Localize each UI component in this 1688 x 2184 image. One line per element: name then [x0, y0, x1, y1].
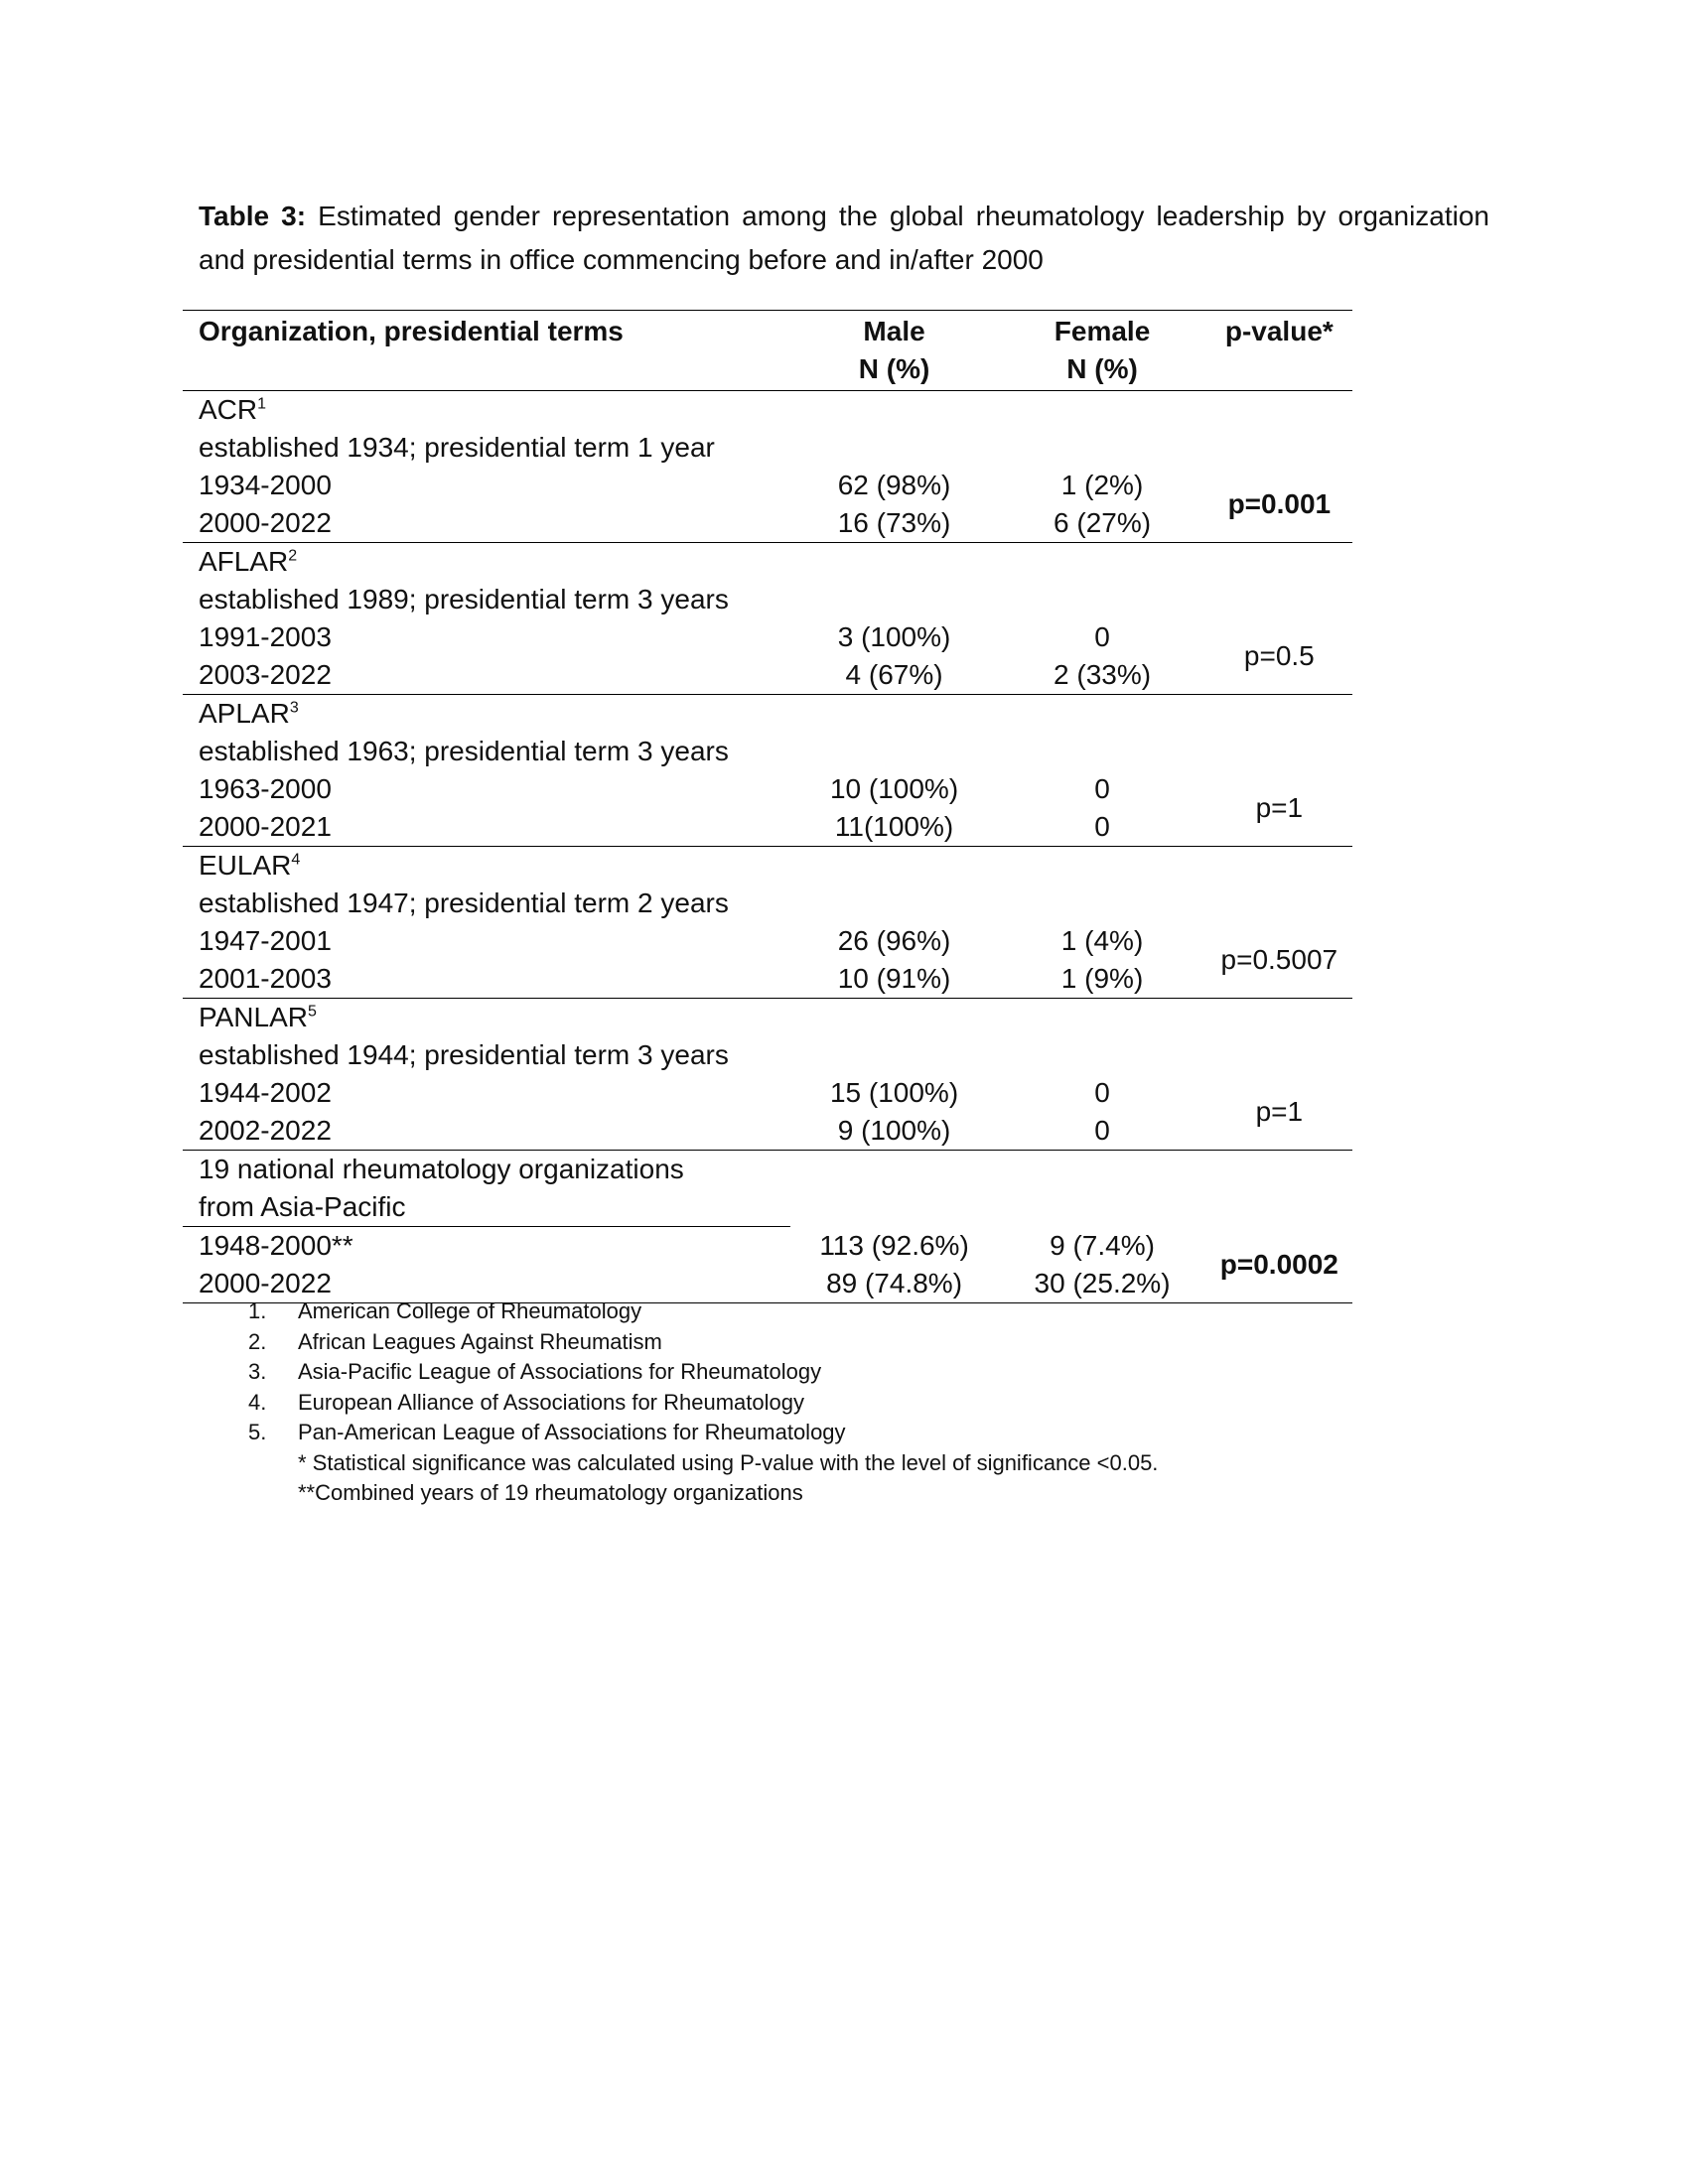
female-cell: 0 — [1094, 811, 1110, 842]
period-cell: 2000-2021 — [199, 811, 332, 842]
period-cell: 2003-2022 — [199, 659, 332, 690]
header-female-label: Female — [1054, 316, 1151, 346]
group-established: established 1989; presidential term 3 years — [199, 584, 729, 614]
group-title-row — [183, 1188, 1352, 1227]
female-cell: 6 (27%) — [1054, 507, 1152, 538]
pvalue-cell: p=1 — [1255, 792, 1304, 823]
org-name: PANLAR — [199, 1002, 308, 1032]
footnote-item — [248, 1418, 1158, 1448]
footnote-number: 2. — [248, 1328, 267, 1354]
period-cell: 2000-2022 — [199, 1268, 332, 1298]
table-caption — [199, 195, 1489, 282]
male-cell: 16 (73%) — [837, 507, 951, 538]
period-cell: 1934-2000 — [199, 470, 332, 500]
group-established-row — [183, 885, 1352, 922]
national-title-line1: 19 national rheumatology organizations — [199, 1154, 684, 1184]
period-cell: 2000-2022 — [199, 507, 332, 538]
male-cell: 89 (74.8%) — [826, 1268, 963, 1298]
group-title-row — [183, 847, 1352, 886]
female-cell: 0 — [1094, 1077, 1110, 1108]
female-cell: 0 — [1094, 621, 1110, 652]
male-cell: 3 (100%) — [837, 621, 951, 652]
table-row — [183, 618, 1352, 656]
org-name: APLAR — [199, 698, 290, 729]
significance-note: * Statistical significance was calculated using P-value with the level of significance <0.05. — [298, 1449, 1159, 1475]
national-title-line2: from Asia-Pacific — [183, 1188, 790, 1227]
group-title-row — [183, 543, 1352, 582]
group-title-row — [183, 391, 1352, 430]
org-footnote-ref: 3 — [289, 699, 299, 717]
male-cell: 4 (67%) — [845, 659, 943, 690]
caption-text: Estimated gender representation among the global rheumatology leadership by organization and presidential terms in office commencing before and in/after 2000 — [199, 201, 1490, 275]
female-cell: 1 (2%) — [1060, 470, 1144, 500]
footnote-number: 1. — [248, 1298, 267, 1323]
header-male-label: Male — [863, 316, 925, 346]
table-row — [183, 1112, 1352, 1151]
group-established-row — [183, 1036, 1352, 1074]
footnote-text: African Leagues Against Rheumatism — [298, 1328, 662, 1354]
footnote-text: American College of Rheumatology — [298, 1298, 642, 1323]
female-cell: 30 (25.2%) — [1034, 1268, 1171, 1298]
footnote-text: European Alliance of Associations for Rheumatology — [298, 1389, 804, 1415]
org-footnote-ref: 4 — [291, 851, 301, 869]
group-name — [183, 543, 790, 582]
header-male-unit: N (%) — [858, 353, 930, 384]
group-established: established 1944; presidential term 3 years — [199, 1039, 729, 1070]
table-row — [183, 1227, 1352, 1266]
period-cell: 1947-2001 — [199, 925, 332, 956]
female-cell: 0 — [1094, 1115, 1110, 1146]
footnote-number: 3. — [248, 1359, 267, 1384]
group-name — [183, 847, 790, 886]
org-name: AFLAR — [199, 546, 289, 577]
table-row — [183, 504, 1352, 543]
group-established-row — [183, 733, 1352, 770]
period-cell: 1991-2003 — [199, 621, 332, 652]
group-name — [183, 999, 790, 1037]
table-footnotes — [248, 1297, 1158, 1509]
footnote-number: 4. — [248, 1389, 267, 1415]
period-cell: 1944-2002 — [199, 1077, 332, 1108]
group-established: established 1963; presidential term 3 years — [199, 736, 729, 766]
org-name: EULAR — [199, 850, 292, 881]
pvalue-cell: p=0.5 — [1243, 640, 1315, 671]
pvalue-cell: p=0.001 — [1227, 488, 1332, 519]
org-footnote-ref: 5 — [307, 1003, 317, 1021]
gender-representation-table — [183, 310, 1352, 1303]
period-cell: 1948-2000** — [199, 1230, 353, 1261]
male-cell: 62 (98%) — [837, 470, 951, 500]
pvalue-cell: p=0.5007 — [1220, 944, 1338, 975]
table-row — [183, 960, 1352, 999]
male-cell: 26 (96%) — [837, 925, 951, 956]
female-cell: 2 (33%) — [1054, 659, 1152, 690]
pvalue-cell: p=1 — [1255, 1096, 1304, 1127]
group-established: established 1947; presidential term 2 years — [199, 887, 729, 918]
group-title-row — [183, 999, 1352, 1037]
table-row — [183, 922, 1352, 960]
table-row — [183, 770, 1352, 808]
org-footnote-ref: 2 — [288, 547, 298, 565]
table-row — [183, 467, 1352, 504]
male-cell: 9 (100%) — [837, 1115, 951, 1146]
table-row — [183, 808, 1352, 847]
header-male — [790, 311, 999, 391]
table-row — [183, 1074, 1352, 1112]
caption-label: Table 3: — [199, 201, 307, 231]
header-female-unit: N (%) — [1066, 353, 1138, 384]
org-name: ACR — [199, 394, 258, 425]
pvalue-cell: p=0.0002 — [1219, 1248, 1338, 1280]
footnote-item — [248, 1327, 1158, 1358]
male-cell: 10 (91%) — [837, 963, 951, 994]
header-organization: Organization, presidential terms — [199, 316, 624, 346]
group-name — [183, 391, 790, 430]
footnote-item — [248, 1357, 1158, 1388]
group-title-row — [183, 695, 1352, 734]
period-cell: 2001-2003 — [199, 963, 332, 994]
female-cell: 9 (7.4%) — [1050, 1229, 1155, 1261]
org-footnote-ref: 1 — [257, 395, 267, 413]
combined-years-note: **Combined years of 19 rheumatology organizations — [298, 1480, 803, 1505]
header-female — [998, 311, 1205, 391]
footnote-number: 5. — [248, 1420, 267, 1444]
table-body — [183, 391, 1352, 1303]
table-header-row — [183, 311, 1352, 391]
female-cell: 1 (4%) — [1060, 925, 1144, 956]
group-established-row — [183, 581, 1352, 618]
footnote-item — [248, 1297, 1158, 1327]
period-cell: 2002-2022 — [199, 1115, 332, 1146]
header-pvalue: p-value* — [1224, 316, 1334, 346]
group-established: established 1934; presidential term 1 year — [199, 432, 715, 463]
group-established-row — [183, 429, 1352, 467]
table-row — [183, 656, 1352, 695]
footnote-text: Pan-American League of Associations for Rheumatology — [298, 1420, 846, 1444]
male-cell: 15 (100%) — [829, 1077, 959, 1108]
male-cell: 113 (92.6%) — [819, 1229, 969, 1261]
male-cell: 10 (100%) — [829, 773, 959, 804]
group-name — [183, 695, 790, 734]
male-cell: 11(100%) — [834, 811, 954, 842]
female-cell: 1 (9%) — [1060, 963, 1144, 994]
female-cell: 0 — [1094, 773, 1110, 804]
footnote-item — [248, 1388, 1158, 1419]
period-cell: 1963-2000 — [199, 773, 332, 804]
footnote-text: Asia-Pacific League of Associations for Rheumatology — [298, 1359, 822, 1384]
group-title-row — [183, 1151, 1352, 1189]
